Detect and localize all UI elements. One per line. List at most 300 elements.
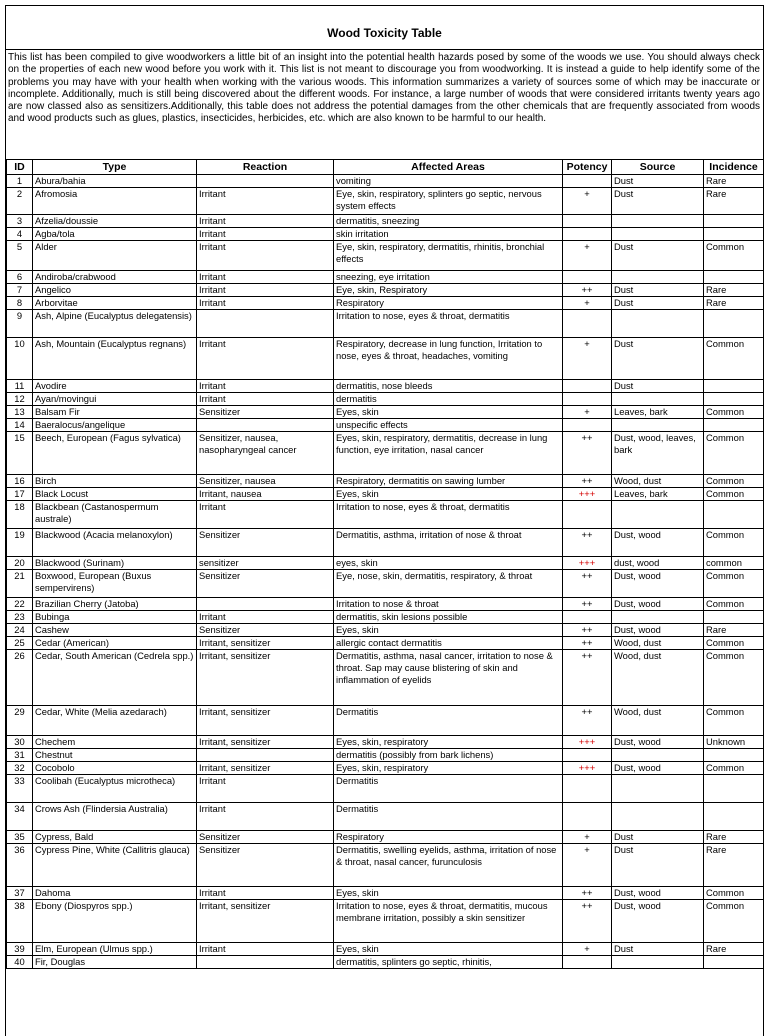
cell-affected-areas[interactable]: Eye, skin, respiratory, splinters go septic, nervous system effects [334, 188, 563, 215]
cell-affected-areas[interactable]: Eye, nose, skin, dermatitis, respiratory, & throat [334, 570, 563, 598]
cell-type[interactable]: Cocobolo [33, 762, 197, 775]
cell-source[interactable] [612, 271, 704, 284]
cell-source[interactable]: Dust [612, 297, 704, 310]
cell-affected-areas[interactable]: Irritation to nose & throat [334, 598, 563, 611]
cell-reaction[interactable]: Irritant, sensitizer [197, 637, 334, 650]
cell-incidence[interactable] [704, 775, 764, 803]
cell-affected-areas[interactable]: Irritation to nose, eyes & throat, dermatitis, mucous membrane irritation, possibly a skin sensitizer [334, 900, 563, 943]
cell-potency[interactable] [563, 775, 612, 803]
cell-id[interactable]: 3 [7, 215, 33, 228]
table-row [7, 557, 764, 570]
cell-potency[interactable] [563, 310, 612, 338]
cell-type[interactable]: Bubinga [33, 611, 197, 624]
cell-affected-areas[interactable]: Dermatitis [334, 775, 563, 803]
cell-reaction[interactable]: Sensitizer [197, 831, 334, 844]
cell-type[interactable]: Abura/bahia [33, 175, 197, 188]
cell-id[interactable]: 34 [7, 803, 33, 831]
cell-incidence[interactable]: Common [704, 887, 764, 900]
cell-id[interactable]: 39 [7, 943, 33, 956]
cell-id[interactable]: 6 [7, 271, 33, 284]
cell-potency[interactable] [563, 419, 612, 432]
cell-type[interactable]: Cedar, South American (Cedrela spp.) [33, 650, 197, 706]
cell-incidence[interactable]: Common [704, 529, 764, 557]
cell-incidence[interactable] [704, 611, 764, 624]
cell-source[interactable]: Wood, dust [612, 475, 704, 488]
cell-id[interactable]: 12 [7, 393, 33, 406]
cell-potency[interactable] [563, 393, 612, 406]
cell-incidence[interactable] [704, 803, 764, 831]
cell-reaction[interactable]: Irritant [197, 188, 334, 215]
cell-source[interactable]: Dust, wood [612, 736, 704, 749]
cell-id[interactable]: 9 [7, 310, 33, 338]
cell-potency[interactable]: ++ [563, 284, 612, 297]
cell-incidence[interactable]: Common [704, 475, 764, 488]
cell-source[interactable]: Dust [612, 338, 704, 380]
cell-source[interactable]: Leaves, bark [612, 406, 704, 419]
cell-reaction[interactable]: Sensitizer [197, 570, 334, 598]
cell-reaction[interactable] [197, 419, 334, 432]
cell-incidence[interactable] [704, 393, 764, 406]
cell-reaction[interactable]: Irritant [197, 380, 334, 393]
cell-affected-areas[interactable]: Dermatitis [334, 706, 563, 736]
cell-incidence[interactable] [704, 215, 764, 228]
cell-source[interactable]: Dust, wood [612, 529, 704, 557]
cell-source[interactable]: Wood, dust [612, 637, 704, 650]
cell-potency[interactable] [563, 803, 612, 831]
cell-incidence[interactable]: Common [704, 488, 764, 501]
cell-source[interactable]: Dust [612, 188, 704, 215]
cell-affected-areas[interactable]: vomiting [334, 175, 563, 188]
cell-incidence[interactable]: Common [704, 241, 764, 271]
cell-affected-areas[interactable]: eyes, skin [334, 557, 563, 570]
spreadsheet-sheet [5, 5, 764, 1036]
cell-reaction[interactable]: sensitizer [197, 557, 334, 570]
cell-affected-areas[interactable]: sneezing, eye irritation [334, 271, 563, 284]
cell-affected-areas[interactable]: Eyes, skin [334, 488, 563, 501]
cell-reaction[interactable]: Irritant, nausea [197, 488, 334, 501]
table-row [7, 598, 764, 611]
cell-id[interactable]: 1 [7, 175, 33, 188]
table-row [7, 624, 764, 637]
cell-type[interactable]: Cypress Pine, White (Callitris glauca) [33, 844, 197, 887]
cell-reaction[interactable]: Sensitizer [197, 844, 334, 887]
cell-type[interactable]: Cypress, Bald [33, 831, 197, 844]
cell-potency[interactable] [563, 215, 612, 228]
cell-id[interactable]: 25 [7, 637, 33, 650]
cell-source[interactable]: Leaves, bark [612, 488, 704, 501]
cell-incidence[interactable]: Common [704, 650, 764, 706]
cell-incidence[interactable]: Common [704, 900, 764, 943]
cell-source[interactable] [612, 228, 704, 241]
cell-source[interactable] [612, 501, 704, 529]
cell-reaction[interactable]: Irritant [197, 271, 334, 284]
cell-potency[interactable]: +++ [563, 736, 612, 749]
cell-id[interactable]: 7 [7, 284, 33, 297]
cell-affected-areas[interactable]: Dermatitis, swelling eyelids, asthma, irritation of nose & throat, nasal cancer, furunculosis [334, 844, 563, 887]
cell-reaction[interactable]: Irritant [197, 611, 334, 624]
table-row [7, 393, 764, 406]
cell-source[interactable] [612, 775, 704, 803]
cell-id[interactable]: 14 [7, 419, 33, 432]
cell-incidence[interactable] [704, 310, 764, 338]
cell-affected-areas[interactable]: Dermatitis [334, 803, 563, 831]
cell-potency[interactable]: ++ [563, 529, 612, 557]
cell-reaction[interactable]: Sensitizer [197, 624, 334, 637]
cell-type[interactable]: Blackwood (Surinam) [33, 557, 197, 570]
cell-affected-areas[interactable]: Eyes, skin [334, 887, 563, 900]
cell-incidence[interactable] [704, 271, 764, 284]
cell-id[interactable]: 4 [7, 228, 33, 241]
column-header-reaction[interactable]: Reaction [197, 160, 334, 175]
cell-id[interactable]: 35 [7, 831, 33, 844]
cell-reaction[interactable]: Sensitizer [197, 529, 334, 557]
cell-affected-areas[interactable]: unspecific effects [334, 419, 563, 432]
cell-affected-areas[interactable]: dermatitis, splinters go septic, rhinitis, [334, 956, 563, 969]
cell-potency[interactable] [563, 380, 612, 393]
cell-type[interactable]: Ayan/movingui [33, 393, 197, 406]
cell-affected-areas[interactable]: Eyes, skin [334, 406, 563, 419]
table-row [7, 831, 764, 844]
cell-affected-areas[interactable]: Respiratory [334, 831, 563, 844]
cell-type[interactable]: Afzelia/doussie [33, 215, 197, 228]
cell-potency[interactable]: ++ [563, 624, 612, 637]
cell-source[interactable]: Dust, wood [612, 900, 704, 943]
table-row [7, 338, 764, 380]
table-row [7, 637, 764, 650]
cell-id[interactable]: 23 [7, 611, 33, 624]
page-title: Wood Toxicity Table [6, 6, 763, 50]
cell-incidence[interactable]: Rare [704, 943, 764, 956]
cell-type[interactable]: Blackwood (Acacia melanoxylon) [33, 529, 197, 557]
cell-type[interactable]: Brazilian Cherry (Jatoba) [33, 598, 197, 611]
cell-type[interactable]: Boxwood, European (Buxus sempervirens) [33, 570, 197, 598]
cell-incidence[interactable]: Common [704, 598, 764, 611]
column-header-source[interactable]: Source [612, 160, 704, 175]
cell-incidence[interactable]: Unknown [704, 736, 764, 749]
cell-incidence[interactable]: Common [704, 570, 764, 598]
cell-affected-areas[interactable]: Respiratory, decrease in lung function, Irritation to nose, eyes & throat, headaches, vomiting [334, 338, 563, 380]
cell-source[interactable] [612, 749, 704, 762]
cell-affected-areas[interactable]: dermatitis (possibly from bark lichens) [334, 749, 563, 762]
cell-incidence[interactable]: Rare [704, 831, 764, 844]
cell-source[interactable]: Dust [612, 844, 704, 887]
cell-incidence[interactable]: Rare [704, 175, 764, 188]
table-row [7, 775, 764, 803]
cell-affected-areas[interactable]: Eyes, skin [334, 624, 563, 637]
table-row [7, 284, 764, 297]
column-header-affected-areas[interactable]: Affected Areas [334, 160, 563, 175]
cell-potency[interactable]: + [563, 338, 612, 380]
cell-id[interactable]: 37 [7, 887, 33, 900]
cell-potency[interactable] [563, 228, 612, 241]
cell-reaction[interactable]: Sensitizer, nausea, nasopharyngeal cancer [197, 432, 334, 475]
cell-source[interactable] [612, 393, 704, 406]
cell-reaction[interactable] [197, 598, 334, 611]
cell-potency[interactable]: ++ [563, 570, 612, 598]
cell-type[interactable]: Ebony (Diospyros spp.) [33, 900, 197, 943]
cell-reaction[interactable] [197, 175, 334, 188]
table-row [7, 228, 764, 241]
column-header-id[interactable]: ID [7, 160, 33, 175]
cell-potency[interactable] [563, 611, 612, 624]
cell-type[interactable]: Beech, European (Fagus sylvatica) [33, 432, 197, 475]
cell-type[interactable]: Afromosia [33, 188, 197, 215]
cell-potency[interactable]: +++ [563, 488, 612, 501]
cell-source[interactable]: Wood, dust [612, 706, 704, 736]
cell-reaction[interactable]: Irritant [197, 338, 334, 380]
cell-incidence[interactable] [704, 749, 764, 762]
cell-reaction[interactable]: Irritant [197, 887, 334, 900]
table-row [7, 175, 764, 188]
cell-type[interactable]: Avodire [33, 380, 197, 393]
table-row [7, 650, 764, 706]
cell-affected-areas[interactable]: Eyes, skin, respiratory, dermatitis, decrease in lung function, eye irritation, nasal cancer [334, 432, 563, 475]
cell-affected-areas[interactable]: Respiratory [334, 297, 563, 310]
cell-id[interactable]: 31 [7, 749, 33, 762]
cell-source[interactable] [612, 419, 704, 432]
table-row [7, 475, 764, 488]
cell-source[interactable]: Dust, wood [612, 887, 704, 900]
cell-reaction[interactable]: Irritant [197, 241, 334, 271]
cell-affected-areas[interactable]: Eyes, skin, respiratory [334, 736, 563, 749]
cell-affected-areas[interactable]: Irritation to nose, eyes & throat, dermatitis [334, 501, 563, 529]
cell-id[interactable]: 30 [7, 736, 33, 749]
cell-source[interactable] [612, 310, 704, 338]
cell-incidence[interactable] [704, 956, 764, 969]
cell-affected-areas[interactable]: dermatitis, nose bleeds [334, 380, 563, 393]
cell-source[interactable] [612, 803, 704, 831]
cell-incidence[interactable]: Common [704, 338, 764, 380]
cell-affected-areas[interactable]: Eye, skin, Respiratory [334, 284, 563, 297]
cell-potency[interactable]: ++ [563, 637, 612, 650]
cell-potency[interactable] [563, 175, 612, 188]
cell-id[interactable]: 26 [7, 650, 33, 706]
cell-reaction[interactable]: Irritant, sensitizer [197, 762, 334, 775]
cell-affected-areas[interactable]: allergic contact dermatitis [334, 637, 563, 650]
cell-source[interactable]: Dust, wood [612, 762, 704, 775]
cell-reaction[interactable]: Sensitizer, nausea [197, 475, 334, 488]
cell-reaction[interactable]: Irritant [197, 501, 334, 529]
cell-source[interactable]: Dust [612, 175, 704, 188]
cell-type[interactable]: Ash, Alpine (Eucalyptus delegatensis) [33, 310, 197, 338]
cell-affected-areas[interactable]: Eyes, skin [334, 943, 563, 956]
cell-source[interactable]: Dust [612, 943, 704, 956]
cell-source[interactable]: Dust [612, 831, 704, 844]
cell-reaction[interactable] [197, 310, 334, 338]
cell-type[interactable]: Andiroba/crabwood [33, 271, 197, 284]
cell-affected-areas[interactable]: Dermatitis, asthma, nasal cancer, irritation to nose & throat. Sap may cause blistering of skin and inflammation of eyelids [334, 650, 563, 706]
cell-type[interactable]: Crows Ash (Flindersia Australia) [33, 803, 197, 831]
table-row [7, 611, 764, 624]
cell-incidence[interactable]: Rare [704, 188, 764, 215]
cell-id[interactable]: 5 [7, 241, 33, 271]
cell-potency[interactable]: ++ [563, 887, 612, 900]
cell-affected-areas[interactable]: Irritation to nose, eyes & throat, dermatitis [334, 310, 563, 338]
cell-type[interactable]: Arborvitae [33, 297, 197, 310]
column-header-potency[interactable]: Potency [563, 160, 612, 175]
cell-reaction[interactable]: Irritant [197, 228, 334, 241]
cell-affected-areas[interactable]: dermatitis, sneezing [334, 215, 563, 228]
cell-incidence[interactable] [704, 419, 764, 432]
cell-incidence[interactable] [704, 501, 764, 529]
cell-potency[interactable]: + [563, 406, 612, 419]
cell-source[interactable]: Dust, wood [612, 598, 704, 611]
cell-reaction[interactable]: Irritant [197, 943, 334, 956]
cell-potency[interactable] [563, 749, 612, 762]
table-row [7, 215, 764, 228]
table-row [7, 271, 764, 284]
cell-id[interactable]: 2 [7, 188, 33, 215]
table-row [7, 432, 764, 475]
table-row [7, 488, 764, 501]
cell-reaction[interactable]: Irritant [197, 393, 334, 406]
table-row [7, 297, 764, 310]
cell-type[interactable]: Elm, European (Ulmus spp.) [33, 943, 197, 956]
cell-type[interactable]: Blackbean (Castanospermum australe) [33, 501, 197, 529]
cell-reaction[interactable]: Irritant [197, 775, 334, 803]
cell-potency[interactable]: ++ [563, 706, 612, 736]
cell-id[interactable]: 21 [7, 570, 33, 598]
cell-potency[interactable]: + [563, 831, 612, 844]
table-header-row [7, 160, 764, 175]
cell-type[interactable]: Dahoma [33, 887, 197, 900]
cell-incidence[interactable]: common [704, 557, 764, 570]
cell-id[interactable]: 32 [7, 762, 33, 775]
cell-id[interactable]: 11 [7, 380, 33, 393]
cell-type[interactable]: Balsam Fir [33, 406, 197, 419]
cell-potency[interactable]: + [563, 943, 612, 956]
cell-potency[interactable]: ++ [563, 598, 612, 611]
cell-affected-areas[interactable]: skin irritation [334, 228, 563, 241]
cell-potency[interactable]: +++ [563, 762, 612, 775]
cell-reaction[interactable]: Irritant, sensitizer [197, 900, 334, 943]
cell-potency[interactable]: + [563, 297, 612, 310]
cell-reaction[interactable]: Irritant, sensitizer [197, 736, 334, 749]
cell-type[interactable]: Cashew [33, 624, 197, 637]
cell-reaction[interactable]: Irritant, sensitizer [197, 650, 334, 706]
cell-source[interactable] [612, 611, 704, 624]
cell-source[interactable]: Dust [612, 241, 704, 271]
cell-potency[interactable]: ++ [563, 475, 612, 488]
cell-potency[interactable]: +++ [563, 557, 612, 570]
cell-type[interactable]: Cedar, White (Melia azedarach) [33, 706, 197, 736]
cell-potency[interactable]: ++ [563, 432, 612, 475]
cell-incidence[interactable]: Common [704, 762, 764, 775]
cell-id[interactable]: 16 [7, 475, 33, 488]
cell-incidence[interactable]: Common [704, 706, 764, 736]
cell-potency[interactable] [563, 271, 612, 284]
cell-source[interactable]: Dust [612, 284, 704, 297]
cell-potency[interactable]: + [563, 241, 612, 271]
table-row [7, 749, 764, 762]
cell-affected-areas[interactable]: Eyes, skin, respiratory [334, 762, 563, 775]
cell-type[interactable]: Cedar (American) [33, 637, 197, 650]
cell-id[interactable]: 18 [7, 501, 33, 529]
cell-type[interactable]: Alder [33, 241, 197, 271]
cell-type[interactable]: Chechem [33, 736, 197, 749]
cell-id[interactable]: 8 [7, 297, 33, 310]
table-row [7, 706, 764, 736]
cell-source[interactable]: Dust, wood [612, 570, 704, 598]
cell-id[interactable]: 19 [7, 529, 33, 557]
cell-affected-areas[interactable]: Respiratory, dermatitis on sawing lumber [334, 475, 563, 488]
cell-id[interactable]: 17 [7, 488, 33, 501]
column-header-incidence[interactable]: Incidence [704, 160, 764, 175]
cell-potency[interactable]: + [563, 188, 612, 215]
cell-affected-areas[interactable]: Eye, skin, respiratory, dermatitis, rhinitis, bronchial effects [334, 241, 563, 271]
cell-type[interactable]: Baeralocus/angelique [33, 419, 197, 432]
table-row [7, 241, 764, 271]
cell-incidence[interactable]: Rare [704, 624, 764, 637]
cell-potency[interactable] [563, 956, 612, 969]
cell-incidence[interactable]: Rare [704, 284, 764, 297]
cell-reaction[interactable] [197, 956, 334, 969]
cell-source[interactable]: Dust, wood, leaves, bark [612, 432, 704, 475]
cell-type[interactable]: Ash, Mountain (Eucalyptus regnans) [33, 338, 197, 380]
cell-incidence[interactable] [704, 228, 764, 241]
cell-reaction[interactable]: Irritant [197, 215, 334, 228]
cell-id[interactable]: 40 [7, 956, 33, 969]
cell-affected-areas[interactable]: Dermatitis, asthma, irritation of nose & throat [334, 529, 563, 557]
cell-type[interactable]: Angelico [33, 284, 197, 297]
cell-id[interactable]: 24 [7, 624, 33, 637]
cell-incidence[interactable] [704, 380, 764, 393]
cell-potency[interactable]: ++ [563, 650, 612, 706]
cell-incidence[interactable]: Rare [704, 297, 764, 310]
cell-reaction[interactable]: Irritant, sensitizer [197, 706, 334, 736]
cell-type[interactable]: Fir, Douglas [33, 956, 197, 969]
cell-id[interactable]: 20 [7, 557, 33, 570]
cell-source[interactable]: Wood, dust [612, 650, 704, 706]
cell-id[interactable]: 33 [7, 775, 33, 803]
cell-id[interactable]: 38 [7, 900, 33, 943]
cell-id[interactable]: 36 [7, 844, 33, 887]
cell-id[interactable]: 15 [7, 432, 33, 475]
cell-potency[interactable] [563, 501, 612, 529]
cell-source[interactable] [612, 215, 704, 228]
cell-reaction[interactable]: Irritant [197, 284, 334, 297]
cell-source[interactable]: dust, wood [612, 557, 704, 570]
cell-affected-areas[interactable]: dermatitis, skin lesions possible [334, 611, 563, 624]
cell-reaction[interactable]: Irritant [197, 297, 334, 310]
cell-source[interactable] [612, 956, 704, 969]
cell-source[interactable]: Dust [612, 380, 704, 393]
cell-potency[interactable]: + [563, 844, 612, 887]
cell-reaction[interactable]: Irritant [197, 803, 334, 831]
cell-id[interactable]: 22 [7, 598, 33, 611]
cell-incidence[interactable]: Common [704, 432, 764, 475]
cell-type[interactable]: Coolibah (Eucalyptus microtheca) [33, 775, 197, 803]
cell-type[interactable]: Chestnut [33, 749, 197, 762]
cell-reaction[interactable] [197, 749, 334, 762]
cell-potency[interactable]: ++ [563, 900, 612, 943]
cell-source[interactable]: Dust, wood [612, 624, 704, 637]
cell-affected-areas[interactable]: dermatitis [334, 393, 563, 406]
cell-type[interactable]: Black Locust [33, 488, 197, 501]
table-row [7, 310, 764, 338]
column-header-type[interactable]: Type [33, 160, 197, 175]
cell-type[interactable]: Birch [33, 475, 197, 488]
cell-incidence[interactable]: Rare [704, 844, 764, 887]
cell-id[interactable]: 13 [7, 406, 33, 419]
table-row [7, 762, 764, 775]
cell-reaction[interactable]: Sensitizer [197, 406, 334, 419]
cell-type[interactable]: Agba/tola [33, 228, 197, 241]
cell-incidence[interactable]: Common [704, 406, 764, 419]
cell-id[interactable]: 10 [7, 338, 33, 380]
cell-incidence[interactable]: Common [704, 637, 764, 650]
cell-id[interactable]: 29 [7, 706, 33, 736]
